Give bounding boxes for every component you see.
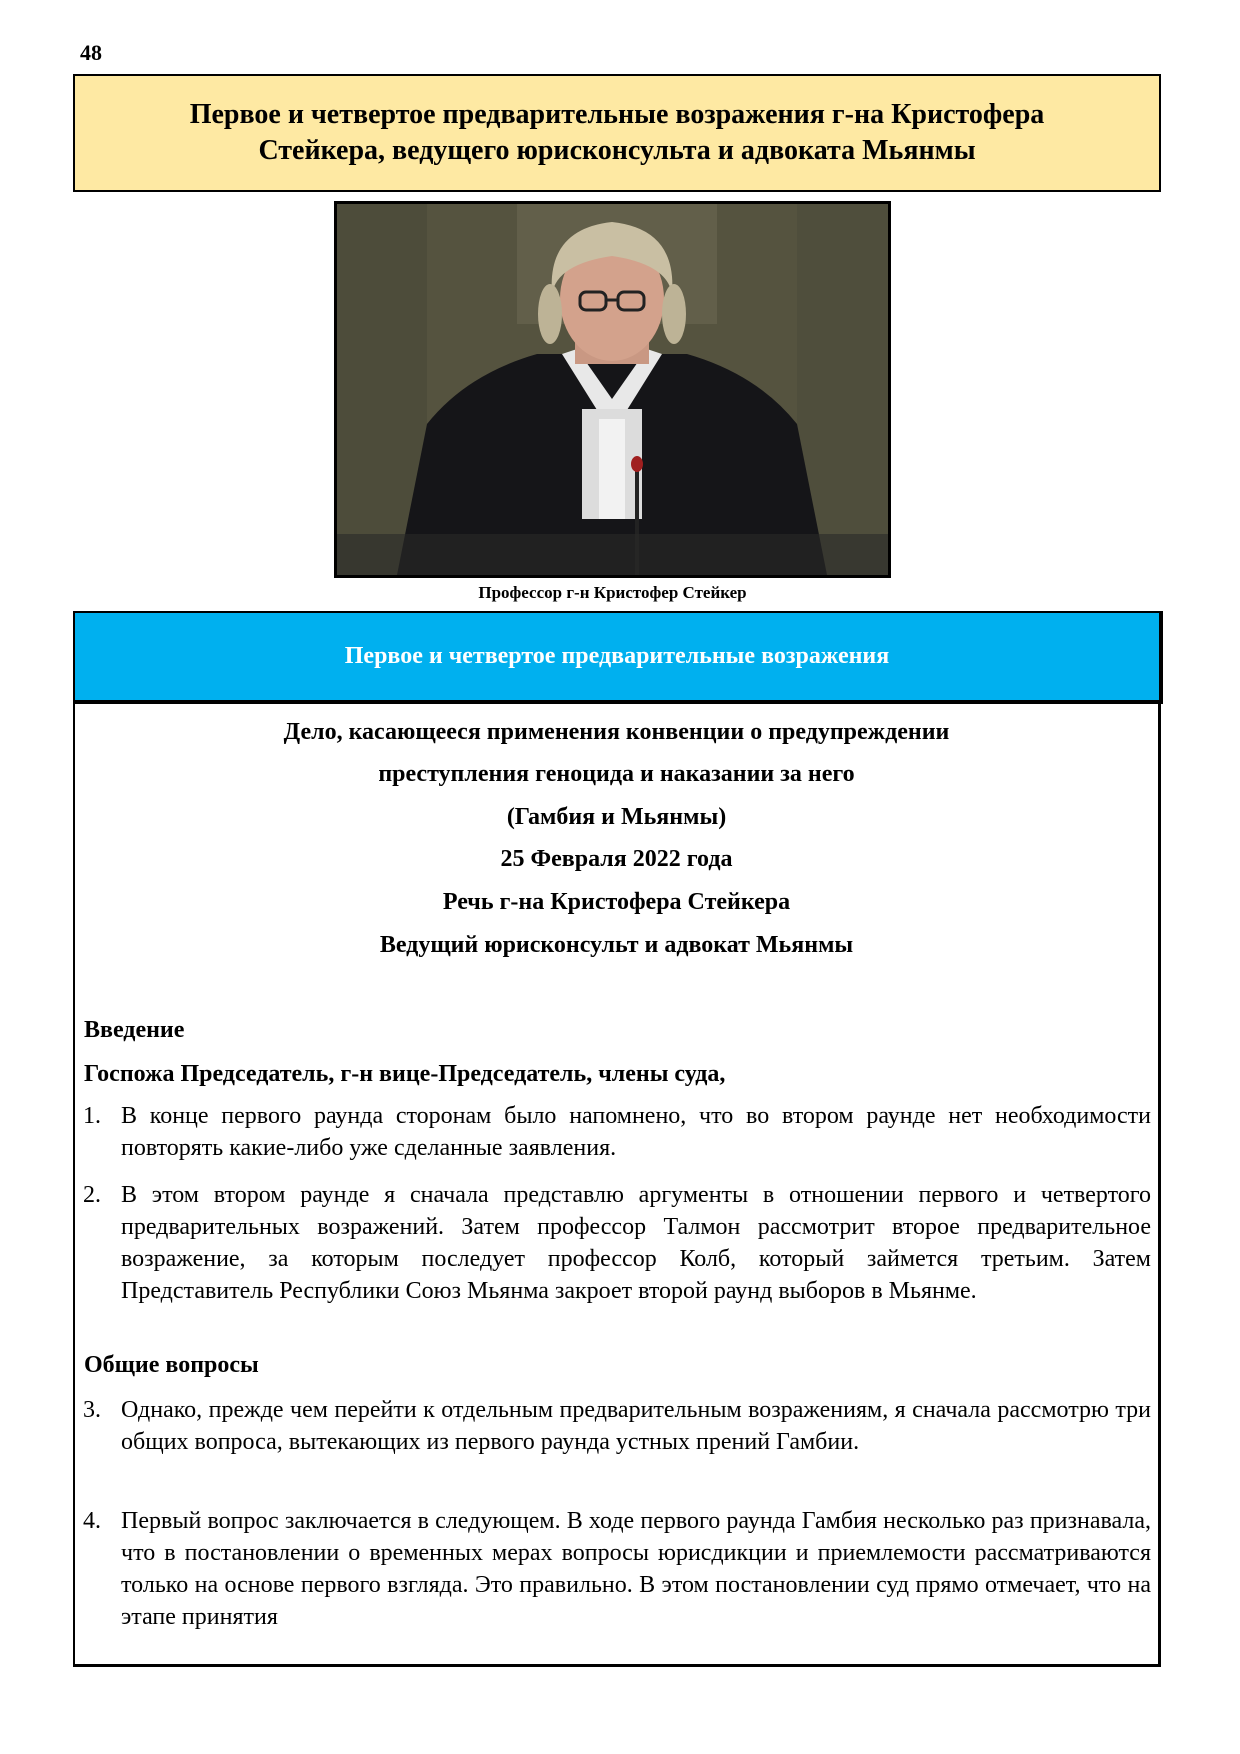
case-title-line-2: преступления геноцида и наказании за него (378, 761, 855, 787)
paragraph-4 (83, 1505, 1151, 1633)
paragraph-text: В этом втором раунде я сначала представлю аргументы в отношении первого и четвертого предварительных возражений. Затем профессор Талмон рассмотрит второе предварительное возражение, за которым последует профессор Колб, который займется третьим. Затем Представитель Республики Союз Мьянма закроет второй раунд выборов в Мьянме. (121, 1182, 1151, 1304)
address-line: Госпожа Председатель, г-н вице-Председатель, члены суда, (84, 1061, 726, 1087)
paragraph-2 (83, 1179, 1151, 1307)
paragraph-number: 2. (83, 1182, 101, 1208)
speech-content (73, 702, 1161, 1667)
section-header-text: Первое и четвертое предварительные возражения (344, 643, 890, 669)
portrait-photo (334, 201, 891, 578)
general-heading: Общие вопросы (84, 1352, 259, 1378)
paragraph-text: Однако, прежде чем перейти к отдельным предварительным возражениям, я сначала рассмотрю три общих вопроса, вытекающих из первого раунда устных прений Гамбии. (121, 1397, 1151, 1455)
paragraph-number: 3. (83, 1397, 101, 1423)
section-header (73, 611, 1163, 704)
case-parties: (Гамбия и Мьянмы) (506, 804, 727, 830)
title-line-1: Первое и четвертое предварительные возражения г-на Кристофера (189, 99, 1045, 130)
case-date: 25 Февраля 2022 года (500, 846, 733, 872)
title-line-2: Стейкера, ведущего юрисконсульта и адвоката Мьянмы (258, 135, 976, 166)
speaker-role: Ведущий юрисконсульт и адвокат Мьянмы (379, 932, 854, 958)
paragraph-1 (83, 1100, 1151, 1164)
page-title (73, 74, 1161, 192)
photo-caption: Профессор г-н Кристофер Стейкер (478, 583, 747, 602)
paragraph-number: 4. (83, 1508, 101, 1534)
paragraph-text: Первый вопрос заключается в следующем. В ходе первого раунда Гамбия несколько раз признавала, что в постановлении о временных мерах вопросы юрисдикции и приемлемости рассматриваются только на основе первого взгляда. Это правильно. В этом постановлении суд прямо отмечает, что на этапе принятия (121, 1508, 1151, 1630)
page-number: 48 (80, 40, 102, 65)
paragraph-number: 1. (83, 1103, 101, 1129)
paragraph-3 (83, 1394, 1151, 1458)
speech-title: Речь г-на Кристофера Стейкера (442, 889, 791, 915)
case-title-line-1: Дело, касающееся применения конвенции о предупреждении (283, 719, 950, 745)
paragraph-text: В конце первого раунда сторонам было напомнено, что во втором раунде нет необходимости повторять какие-либо уже сделанные заявления. (121, 1103, 1151, 1161)
intro-heading: Введение (84, 1017, 185, 1043)
